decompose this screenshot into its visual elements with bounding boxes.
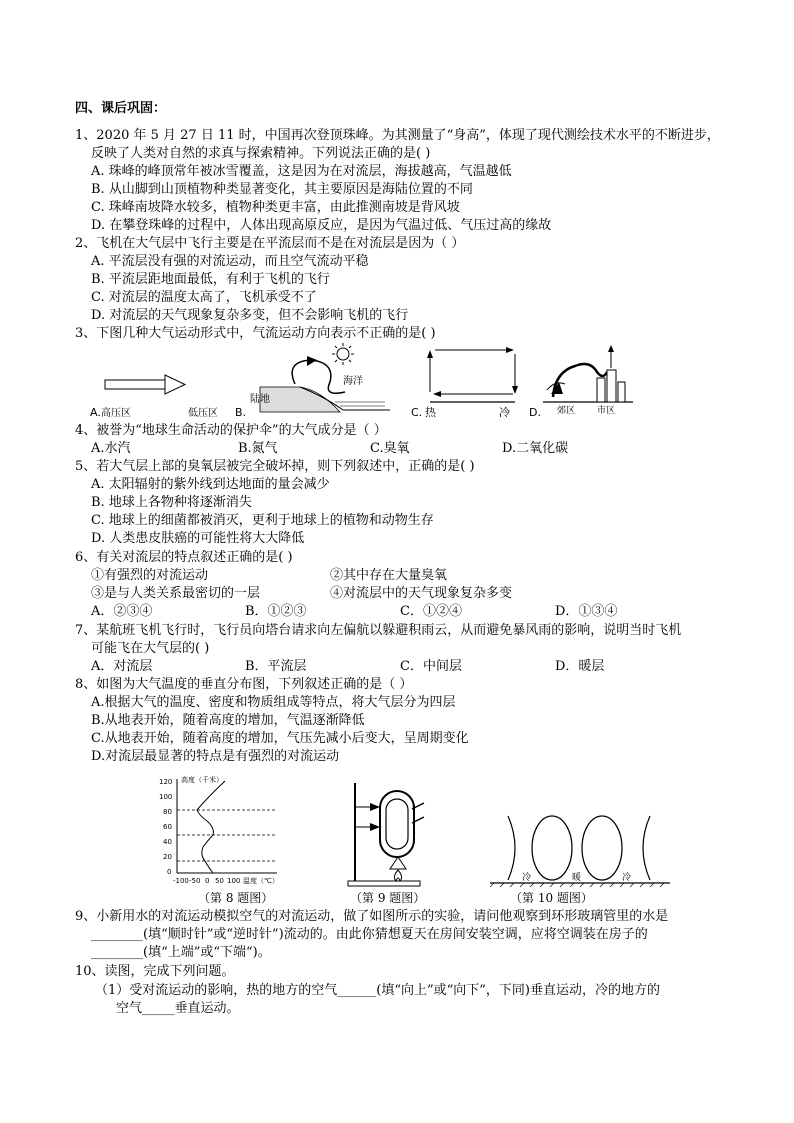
q5-stem: 5、若大气层上部的臭氧层被完全破坏掉，则下列叙述中，正确的是( ) <box>75 459 475 474</box>
q9-line3: ________(填“上端”或“下端“)。 <box>91 945 271 960</box>
q6-stem: 6、有关对流层的特点叙述正确的是( ) <box>75 550 293 565</box>
q4-stem: 4、被誉为“地球生命活动的保护伞”的大气成分是（ ） <box>75 423 387 438</box>
fig8-caption: （第 8 题图） <box>198 891 274 905</box>
q5-option-b: B. 地球上各物种将逐渐消失 <box>91 495 252 510</box>
q2-stem: 2、飞机在大气层中飞行主要是在平流层而不是在对流层是因为（ ） <box>75 236 465 251</box>
q6-statement-1: ①有强烈的对流运动 <box>91 568 209 583</box>
q7-option-d: D．暖层 <box>555 659 605 674</box>
q3-stem: 3、下图几种大气运动形式中，气流运动方向表示不正确的是( ) <box>75 326 436 341</box>
q6-statement-3: ③是与人类关系最密切的一层 <box>91 586 261 601</box>
q10-stem: 10、读图，完成下列问题。 <box>75 964 235 979</box>
fig8-x-tick: 0 <box>205 877 210 885</box>
section-title: 四、课后巩固： <box>75 101 167 116</box>
q2-option-d: D. 对流层的天气现象复杂多变，但不会影响飞机的飞行 <box>91 308 409 323</box>
fig8-y-tick: 60 <box>163 823 172 831</box>
q1-option-d: D. 在攀登珠峰的过程中，人体出现高原反应，是因为气温过低、气压过高的缘故 <box>91 218 552 233</box>
q3-c-cold: 冷 <box>499 406 510 419</box>
q3-diagram-c <box>411 347 518 419</box>
fig8-y-tick: 0 <box>167 868 172 876</box>
clamp-icon <box>370 803 380 831</box>
fig8-y-tick: 100 <box>159 793 173 801</box>
fig8-y-tick: 20 <box>163 853 172 861</box>
q3-c-label: C. <box>411 406 423 419</box>
q8-option-a: A.根据大气的温度、密度和物质组成等特点，将大气层分为四层 <box>91 695 456 710</box>
fig8-x-tick: -100 <box>173 877 189 885</box>
q7-option-b: B．平流层 <box>245 659 307 674</box>
q7-stem-line1: 7、某航班飞机飞行时，飞行员向塔台请求向左偏航以躲避积雨云，从而避免暴风雨的影响，说明当时飞机 <box>75 623 682 638</box>
q3-a-label: A. <box>90 406 101 419</box>
q3-d-suburb: 郊区 <box>557 406 576 416</box>
q3-a-high: 高压区 <box>101 408 131 419</box>
fig8-x-title: 温度（℃） <box>243 877 279 885</box>
q1-option-c: C. 珠峰南坡降水较多，植物种类更丰富，由此推测南坡是背风坡 <box>91 200 460 215</box>
fig10-warm: 暖 <box>572 873 582 883</box>
q3-diagram-a <box>90 375 218 419</box>
sun-icon <box>337 348 349 360</box>
q10-part1-line2: 空气_____垂直运动。 <box>116 1001 240 1016</box>
fig8-y-tick: 120 <box>159 778 173 786</box>
q7-option-a: A．对流层 <box>91 659 153 674</box>
fig8-x-tick: 100 <box>227 877 241 885</box>
q8-option-c: C.从地表开始，随着高度的增加，气压先减小后变大，呈周期变化 <box>91 731 469 746</box>
q3-b-label: B. <box>235 406 247 419</box>
q6-statement-2: ②其中存在大量臭氧 <box>330 568 448 583</box>
q3-b-land: 陆地 <box>250 394 270 405</box>
q10-part1-line1: （1）受对流运动的影响，热的地方的空气______(填“向上”或“向下”，下同)垂直运动，冷的地方的 <box>95 983 660 998</box>
fig8-y-tick: 80 <box>163 808 172 816</box>
q3-d-city: 市区 <box>597 406 616 416</box>
q6-option-d: D．①③④ <box>555 604 618 619</box>
q4-option-c: C.臭氧 <box>370 441 410 456</box>
q9-line2: ________(填“顺时针”或“逆时针”)流动的。由此你猜想夏天在房间安装空调，应将空调装在房子的 <box>91 927 648 942</box>
fig9-caption: （第 9 题图） <box>350 891 426 905</box>
fig10-cold-right: 冷 <box>622 873 632 883</box>
q2-option-c: C. 对流层的温度太高了，飞机承受不了 <box>91 290 317 305</box>
q5-option-c: C. 地球上的细菌都被消灭，更利于地球上的植物和动物生存 <box>91 513 434 528</box>
q2-option-a: A. 平流层没有强的对流运动，而且空气流动平稳 <box>91 254 369 269</box>
q7-stem-line2: 可能飞在大气层的( ) <box>91 641 210 656</box>
q3-a-low: 低压区 <box>188 408 218 419</box>
q4-option-b: B.氮气 <box>238 441 278 456</box>
q3-d-label: D. <box>529 406 541 419</box>
fig9-convection-apparatus <box>340 777 440 889</box>
fig8-y-tick: 40 <box>163 838 172 846</box>
q4-option-a: A.水汽 <box>91 441 131 456</box>
q5-option-a: A. 太阳辐射的紫外线到达地面的量会减少 <box>91 477 330 492</box>
q6-option-b: B．①②③ <box>245 604 307 619</box>
q6-option-c: C．①②④ <box>400 604 462 619</box>
q2-option-b: B. 平流层距地面最低，有利于飞机的飞行 <box>91 272 330 287</box>
q8-option-b: B.从地表开始，随着高度的增加，气温逐渐降低 <box>91 713 365 728</box>
q3-b-sea: 海洋 <box>343 376 363 387</box>
flame-icon <box>394 870 401 881</box>
q1-stem-line2: 反映了人类对自然的求真与探索精神。下列说法正确的是( ) <box>91 146 431 161</box>
q4-option-d: D.二氧化碳 <box>502 441 569 456</box>
q6-statement-4: ④对流层中的天气现象复杂多变 <box>330 586 513 601</box>
fig10-convection-cells <box>490 810 670 888</box>
q3-figure <box>85 342 645 420</box>
q5-option-d: D. 人类患皮肤癌的可能性将大大降低 <box>91 531 305 546</box>
fig8-temperature-profile <box>155 773 285 885</box>
q8-option-d: D.对流层最显著的特点是有强烈的对流运动 <box>91 749 340 764</box>
q9-line1: 9、小新用水的对流运动模拟空气的对流运动，做了如图所示的实验，请问他观察到环形玻璃管里的水是 <box>75 909 669 924</box>
q3-diagram-d <box>529 345 633 419</box>
fig10-cold-left: 冷 <box>522 873 532 883</box>
q1-option-a: A. 珠峰的峰顶常年被冰雪覆盖，这是因为在对流层，海拔越高，气温越低 <box>91 164 512 179</box>
fig8-x-tick: 50 <box>215 877 224 885</box>
fig10-caption: （第 10 题图） <box>510 891 593 905</box>
q1-option-b: B. 从山脚到山顶植物种类显著变化，其主要原因是海陆位置的不同 <box>91 182 473 197</box>
q3-diagram-b <box>235 343 390 419</box>
q7-option-c: C．中间层 <box>400 659 462 674</box>
fig8-x-tick: -50 <box>189 877 201 885</box>
q3-c-hot: 热 <box>425 406 436 419</box>
q8-stem: 8、如图为大气温度的垂直分布图，下列叙述正确的是（ ） <box>75 677 413 692</box>
q1-stem-line1: 1、2020 年 5 月 27 日 11 时，中国再次登顶珠峰。为其测量了“身高”，体现了现代测绘技术水平的不断进步， <box>75 128 720 143</box>
fig8-y-title: 高度（千米） <box>181 776 223 784</box>
q6-option-a: A．②③④ <box>91 604 153 619</box>
